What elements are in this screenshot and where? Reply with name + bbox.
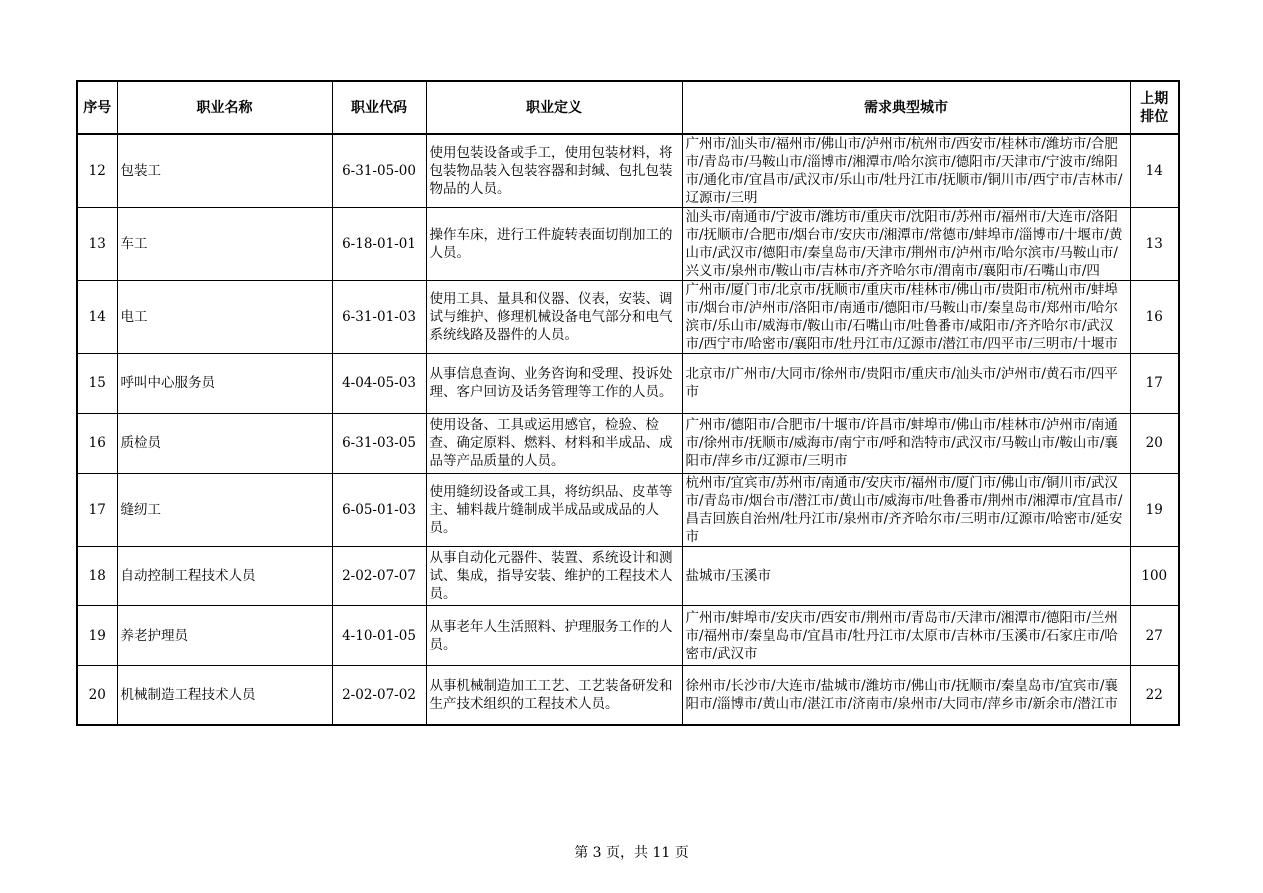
cell-definition: 从事机械制造加工工艺、工艺装备研发和生产技术组织的工程技术人员。 xyxy=(426,666,682,726)
table-row xyxy=(77,666,1179,726)
cell-seq: 18 xyxy=(77,546,117,606)
table-row xyxy=(77,281,1179,354)
cell-cities xyxy=(682,666,1130,726)
cell-prev-rank: 16 xyxy=(1130,281,1179,354)
cell-name: 养老护理员 xyxy=(117,606,332,666)
cell-cities xyxy=(682,473,1130,546)
cell-name: 包装工 xyxy=(117,134,332,208)
cities-text: 广州市/德阳市/合肥市/十堰市/许昌市/蚌埠市/佛山市/桂林市/泸州市/南通市/徐州市/抚顺市/威海市/南宁市/呼和浩特市/武汉市/马鞍山市/鞍山市/襄阳市/萍乡市/辽源市/三明市 xyxy=(685,417,1118,470)
cell-definition: 使用工具、量具和仪器、仪表，安装、调试与维护、修理机械设备电气部分和电气系统线路及器件的人员。 xyxy=(426,281,682,354)
cell-prev-rank: 22 xyxy=(1130,666,1179,726)
header-code: 职业代码 xyxy=(332,81,426,134)
cell-cities xyxy=(682,546,1130,606)
cities-text: 广州市/汕头市/福州市/佛山市/泸州市/杭州市/西安市/桂林市/潍坊市/合肥市/青岛市/马鞍山市/淄博市/湘潭市/哈尔滨市/德阳市/天津市/宁波市/绵阳市/通化市/宜昌市/武汉市/乐山市/牡丹江市/抚顺市/铜川市/西宁市/吉林市/辽源市/三明 xyxy=(685,136,1123,206)
cell-seq: 14 xyxy=(77,281,117,354)
cell-cities xyxy=(682,134,1130,208)
occupation-table xyxy=(76,80,1180,726)
cell-name: 缝纫工 xyxy=(117,473,332,546)
cities-text: 广州市/蚌埠市/安庆市/西安市/荆州市/青岛市/天津市/湘潭市/德阳市/兰州市/福州市/秦皇岛市/宜昌市/牡丹江市/太原市/吉林市/玉溪市/石家庄市/哈密市/武汉市 xyxy=(685,609,1118,662)
cell-code: 6-18-01-01 xyxy=(332,208,426,281)
cell-name: 车工 xyxy=(117,208,332,281)
cell-cities xyxy=(682,413,1130,473)
table-row xyxy=(77,134,1179,208)
header-prev-rank: 上期排位 xyxy=(1130,81,1179,134)
cities-text: 盐城市/玉溪市 xyxy=(685,567,772,584)
cell-seq: 13 xyxy=(77,208,117,281)
cities-text: 广州市/厦门市/北京市/抚顺市/重庆市/桂林市/佛山市/贵阳市/杭州市/蚌埠市/烟台市/泸州市/洛阳市/南通市/德阳市/马鞍山市/秦皇岛市/郑州市/哈尔滨市/乐山市/威海市/鞍山市/石嘴山市/吐鲁番市/咸阳市/齐齐哈尔市/武汉市/西宁市/哈密市/襄阳市/牡丹江市/辽源市/潜江市/四平市/三明市/十堰市 xyxy=(685,282,1118,352)
cell-seq: 12 xyxy=(77,134,117,208)
cell-cities xyxy=(682,208,1130,281)
cell-name: 呼叫中心服务员 xyxy=(117,354,332,414)
cities-text: 徐州市/长沙市/大连市/盐城市/潍坊市/佛山市/抚顺市/秦皇岛市/宜宾市/襄阳市/淄博市/黄山市/湛江市/济南市/泉州市/大同市/萍乡市/新余市/潜江市 xyxy=(685,678,1118,713)
cell-code: 6-05-01-03 xyxy=(332,473,426,546)
cell-code: 4-10-01-05 xyxy=(332,606,426,666)
table-row xyxy=(77,473,1179,546)
table-body xyxy=(77,134,1179,725)
cell-name: 电工 xyxy=(117,281,332,354)
cell-code: 6-31-01-03 xyxy=(332,281,426,354)
cell-code: 6-31-03-05 xyxy=(332,413,426,473)
header-cities: 需求典型城市 xyxy=(682,81,1130,134)
cell-cities xyxy=(682,281,1130,354)
cell-prev-rank: 20 xyxy=(1130,413,1179,473)
cities-text: 汕头市/南通市/宁波市/潍坊市/重庆市/沈阳市/苏州市/福州市/大连市/洛阳市/抚顺市/合肥市/烟台市/安庆市/湘潭市/常德市/蚌埠市/淄博市/十堰市/黄山市/武汉市/德阳市/秦皇岛市/天津市/荆州市/泸州市/哈尔滨市/马鞍山市/兴义市/泉州市/鞍山市/吉林市/齐齐哈尔市/渭南市/襄阳市/石嘴山市/四 xyxy=(685,209,1123,279)
cell-code: 2-02-07-07 xyxy=(332,546,426,606)
cell-code: 6-31-05-00 xyxy=(332,134,426,208)
cell-definition: 使用设备、工具或运用感官，检验、检查、确定原料、燃料、材料和半成品、成品等产品质量的人员。 xyxy=(426,413,682,473)
cell-name: 自动控制工程技术人员 xyxy=(117,546,332,606)
table-header xyxy=(77,81,1179,134)
cell-name: 质检员 xyxy=(117,413,332,473)
cell-seq: 17 xyxy=(77,473,117,546)
cities-text: 杭州市/宜宾市/苏州市/南通市/安庆市/福州市/厦门市/佛山市/铜川市/武汉市/青岛市/烟台市/潜江市/黄山市/威海市/吐鲁番市/荆州市/湘潭市/宜昌市/昌吉回族自治州/牡丹江市/泉州市/齐齐哈尔市/三明市/辽源市/哈密市/延安市 xyxy=(685,474,1123,545)
table-row xyxy=(77,354,1179,414)
cell-seq: 20 xyxy=(77,666,117,726)
cell-definition: 使用包装设备或手工，使用包装材料，将包装物品装入包装容器和封缄、包扎包装物品的人员。 xyxy=(426,134,682,208)
header-seq: 序号 xyxy=(77,81,117,134)
table-row xyxy=(77,546,1179,606)
cell-seq: 16 xyxy=(77,413,117,473)
header-definition: 职业定义 xyxy=(426,81,682,134)
cell-cities xyxy=(682,354,1130,414)
cell-prev-rank: 19 xyxy=(1130,473,1179,546)
cell-cities xyxy=(682,606,1130,666)
page-footer: 第 3 页，共 11 页 xyxy=(574,845,689,861)
cities-text: 北京市/广州市/大同市/徐州市/贵阳市/重庆市/汕头市/泸州市/黄石市/四平市 xyxy=(685,366,1118,401)
table-row xyxy=(77,606,1179,666)
cell-definition: 使用缝纫设备或工具，将纺织品、皮革等主、辅料裁片缝制成半成品或成品的人员。 xyxy=(426,473,682,546)
cell-prev-rank: 17 xyxy=(1130,354,1179,414)
cell-definition: 从事老年人生活照料、护理服务工作的人员。 xyxy=(426,606,682,666)
header-name: 职业名称 xyxy=(117,81,332,134)
cell-prev-rank: 100 xyxy=(1130,546,1179,606)
cell-seq: 15 xyxy=(77,354,117,414)
cell-seq: 19 xyxy=(77,606,117,666)
table-row xyxy=(77,413,1179,473)
cell-code: 4-04-05-03 xyxy=(332,354,426,414)
cell-definition: 操作车床，进行工件旋转表面切削加工的人员。 xyxy=(426,208,682,281)
cell-definition: 从事自动化元器件、装置、系统设计和测试、集成，指导安装、维护的工程技术人员。 xyxy=(426,546,682,606)
cell-prev-rank: 13 xyxy=(1130,208,1179,281)
cell-prev-rank: 27 xyxy=(1130,606,1179,666)
cell-code: 2-02-07-02 xyxy=(332,666,426,726)
cell-name: 机械制造工程技术人员 xyxy=(117,666,332,726)
cell-definition: 从事信息查询、业务咨询和受理、投诉处理、客户回访及话务管理等工作的人员。 xyxy=(426,354,682,414)
cell-prev-rank: 14 xyxy=(1130,134,1179,208)
table-row xyxy=(77,208,1179,281)
